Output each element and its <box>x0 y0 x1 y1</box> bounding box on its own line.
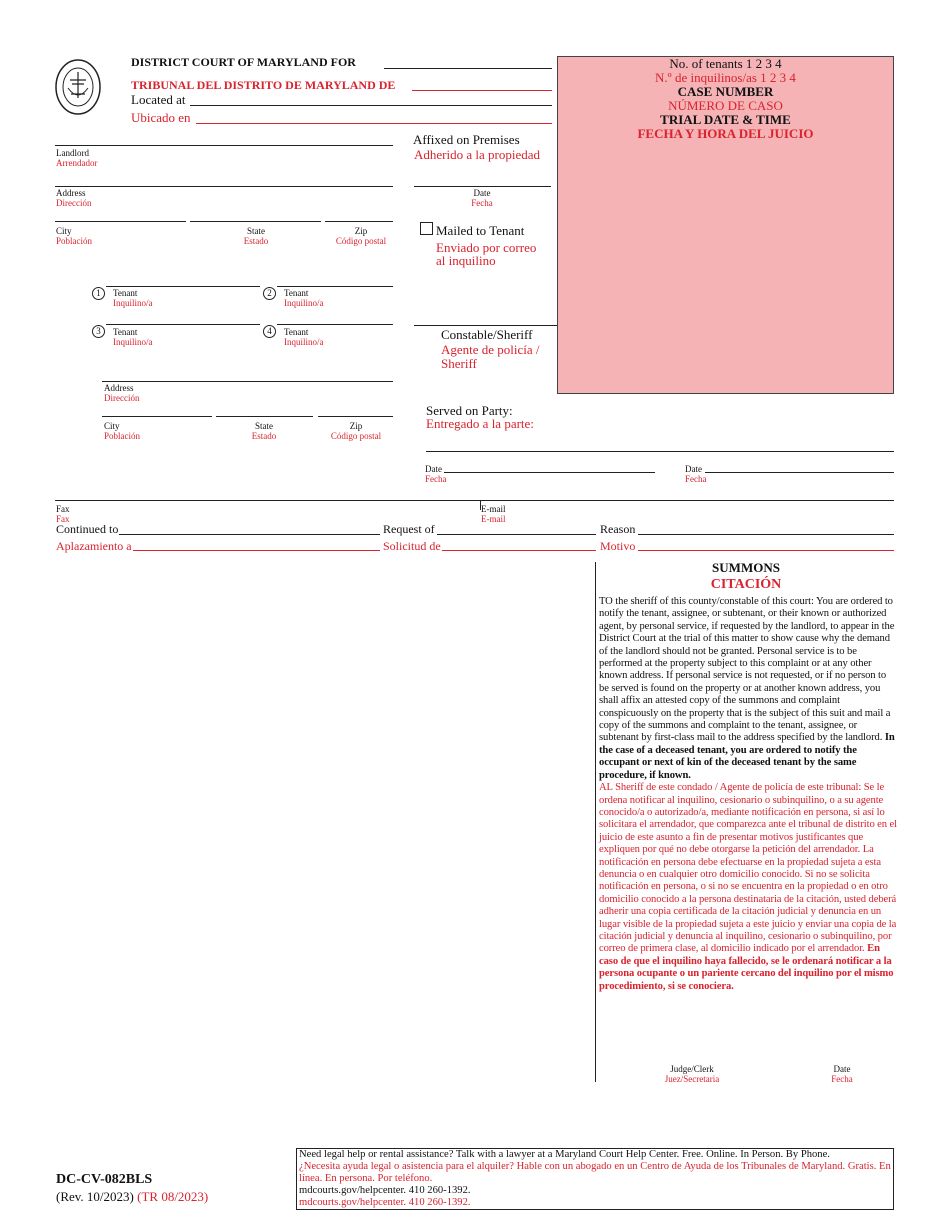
affixed-label: Affixed on Premises <box>413 132 520 147</box>
form-revision: (Rev. 10/2023) (TR 08/2023) <box>56 1189 209 1204</box>
reason-label: Reason <box>600 522 636 536</box>
landlord-city-line[interactable] <box>55 221 186 222</box>
case-info-box <box>557 56 894 394</box>
tenant-3-label: Tenant Inquilino/a <box>113 327 153 347</box>
continued-line-es[interactable] <box>133 550 380 551</box>
tenant-state-line[interactable] <box>216 416 313 417</box>
continued-line[interactable] <box>119 534 380 535</box>
request-line-es[interactable] <box>442 550 596 551</box>
request-label: Request of <box>383 522 435 536</box>
landlord-address-label: Address Dirección <box>56 188 92 208</box>
mailed-label-es-2: al inquilino <box>436 253 496 268</box>
summons-text-es: AL Sheriff de este condado / Agente de policía de este tribunal: Se le ordena notificar al inquilino, cesionario o subinquilino, o a su agente conocido/a o autorizado/a, mediante notificación en persona, si así lo solicitara el arrendador, que comparezca ante el tribunal de distrito en el juicio de este asunto a fin de presentar motivos justificantes que expliquen por qué no debe otorgarse la petición del arrendador. La notificación en persona debe efectuarse en la propiedad sujeta a esta denuncia o en cualquier otro domicilio conocido. Si no se solicita notificación en persona, o si no se encuentra en la propiedad o en otro domicilio conocido a la persona destinataria de la citación, usted deberá adherir una copia certificada de la citación judicial y denuncia en un lugar visible de la propiedad sujeta a este juicio y enviar una copia de la citación judicial y denuncia al inquilino, cesionario o subinquilino, por correo de primera clase, al domicilio indicado por el arrendador. En caso de que el inquilino haya fallecido, se le ordenará notificar a la persona ocupante o un pariente cercano del inquilino por el mismo procedimiento, si se conociera. <box>599 782 897 992</box>
tenant-1-number: 1 <box>92 287 105 300</box>
help-text-en: Need legal help or rental assistance? Talk with a lawyer at a Maryland Court Help Center. Free. Online. In Person. By Phone. <box>299 1149 830 1160</box>
judge-date-label: Date Fecha <box>831 1064 853 1084</box>
tenant-4-line[interactable] <box>277 324 393 325</box>
located-line-es[interactable] <box>196 123 552 124</box>
located-line[interactable] <box>190 105 552 106</box>
tenant-4-label: Tenant Inquilino/a <box>284 327 324 347</box>
help-link-en[interactable]: mdcourts.gov/helpcenter. 410 260-1392. <box>299 1185 471 1196</box>
tenant-2-line[interactable] <box>277 286 393 287</box>
served-date-line[interactable] <box>444 472 655 473</box>
help-text-es: ¿Necesita ayuda legal o asistencia para el alquiler? Hable con un abogado en un Centro de Ayuda de los Tribunales de Maryland. Gratis. En línea. En persona. Por teléfono. <box>299 1161 891 1184</box>
constable-label-es-1: Agente de policía / <box>441 342 540 357</box>
judge-label: Judge/Clerk Juez/Secretaria <box>664 1064 720 1084</box>
email-label: E-mail E-mail <box>481 504 506 524</box>
court-seal <box>54 58 102 116</box>
trial-date-label-es: FECHA Y HORA DEL JUICIO <box>637 126 814 141</box>
landlord-zip-line[interactable] <box>325 221 393 222</box>
tenant-state-label: State Estado <box>251 421 277 441</box>
tenant-address-line[interactable] <box>102 381 393 382</box>
case-number-label: CASE NUMBER <box>677 84 774 99</box>
affixed-label-es: Adherido a la propiedad <box>414 147 540 162</box>
tenant-2-label: Tenant Inquilino/a <box>284 288 324 308</box>
tenant-zip-label: Zip Código postal <box>330 421 382 441</box>
court-title-es: TRIBUNAL DEL DISTRITO DE MARYLAND DE <box>131 78 396 92</box>
tenant-3-line[interactable] <box>106 324 260 325</box>
summons-title-es: CITACIÓN <box>710 577 782 592</box>
tenant-4-number: 4 <box>263 325 276 338</box>
fax-email-line[interactable] <box>55 500 894 501</box>
landlord-address-line[interactable] <box>55 186 393 187</box>
landlord-zip-label: Zip Código postal <box>335 226 387 246</box>
mailed-label-es-1: Enviado por correo <box>436 240 537 255</box>
landlord-state-label: State Estado <box>243 226 269 246</box>
help-link-es[interactable]: mdcourts.gov/helpcenter. 410 260-1392. <box>299 1197 471 1208</box>
help-center-box <box>296 1148 894 1210</box>
continued-label: Continued to <box>56 522 119 536</box>
tenant-1-line[interactable] <box>106 286 260 287</box>
request-line[interactable] <box>437 534 596 535</box>
summons-body <box>599 596 897 993</box>
constable-label-es-2: Sheriff <box>441 356 477 371</box>
served-date-label: Date Fecha <box>425 464 447 484</box>
landlord-state-line[interactable] <box>190 221 321 222</box>
landlord-line[interactable] <box>55 145 393 146</box>
tenant-city-line[interactable] <box>102 416 212 417</box>
served-label-es: Entregado a la parte: <box>426 416 534 431</box>
tenants-count-en[interactable]: No. of tenants 1 2 3 4 <box>669 56 782 71</box>
form-id: DC-CV-082BLS <box>56 1172 153 1187</box>
tenant-address-label: Address Dirección <box>104 383 140 403</box>
located-label-es: Ubicado en <box>131 110 191 125</box>
reason-line[interactable] <box>638 534 894 535</box>
tenant-city-label: City Población <box>104 421 140 441</box>
located-label: Located at <box>131 92 186 107</box>
mailed-label: Mailed to Tenant <box>436 223 525 238</box>
continued-label-es: Aplazamiento a <box>56 539 132 553</box>
tenant-zip-line[interactable] <box>318 416 393 417</box>
trial-date-label: TRIAL DATE & TIME <box>660 112 791 127</box>
served-party-line[interactable] <box>426 451 894 452</box>
landlord-city-label: City Población <box>56 226 92 246</box>
case-number-label-es: NÚMERO DE CASO <box>668 98 783 113</box>
court-county-line[interactable] <box>384 68 552 69</box>
court-title-en: DISTRICT COURT OF MARYLAND FOR <box>131 55 356 69</box>
court-county-line-es[interactable] <box>412 90 552 91</box>
reason-label-es: Motivo <box>600 539 636 553</box>
summons-divider <box>595 562 596 1082</box>
request-label-es: Solicitud de <box>383 539 441 553</box>
tenant-3-number: 3 <box>92 325 105 338</box>
affixed-date-line[interactable] <box>414 186 551 187</box>
tenants-count-es: N.º de inquilinos/as 1 2 3 4 <box>655 70 796 85</box>
tenant-1-label: Tenant Inquilino/a <box>113 288 153 308</box>
affixed-date-label: Date Fecha <box>471 188 493 208</box>
served-label: Served on Party: <box>426 403 513 418</box>
landlord-label: Landlord Arrendador <box>56 148 98 168</box>
fax-label: Fax Fax <box>56 504 70 524</box>
tenant-2-number: 2 <box>263 287 276 300</box>
constable-label: Constable/Sheriff <box>441 327 533 342</box>
summons-title: SUMMONS <box>712 560 780 575</box>
mailed-checkbox[interactable] <box>420 222 433 235</box>
reason-line-es[interactable] <box>638 550 894 551</box>
constable-line[interactable] <box>414 325 557 326</box>
served-date2-line[interactable] <box>705 472 894 473</box>
served-date2-label: Date Fecha <box>685 464 707 484</box>
summons-text-en: TO the sheriff of this county/constable of this court: You are ordered to notify the tenant, assignee, or subtenant, or their known or authorized agent, by personal service, if requested by the landlord, to appear in the District Court at the trial of this matter to show cause why the demand of the landlord should not be granted. Personal service is to be performed at the property subject to this complaint or at any other known address. If personal service is not requested, or if no person to be served is found on the property or at another known address, you shall affix an attested copy of the summons and complaint conspicuously on the property that is the subject of this suit and mail a copy of the summons and complaint to the tenant, assignee, or subtenant by first-class mail to the address specified by the landlord. In the case of a deceased tenant, you are ordered to notify the occupant or next of kin of the deceased tenant by the same procedure, if known. <box>599 596 895 781</box>
